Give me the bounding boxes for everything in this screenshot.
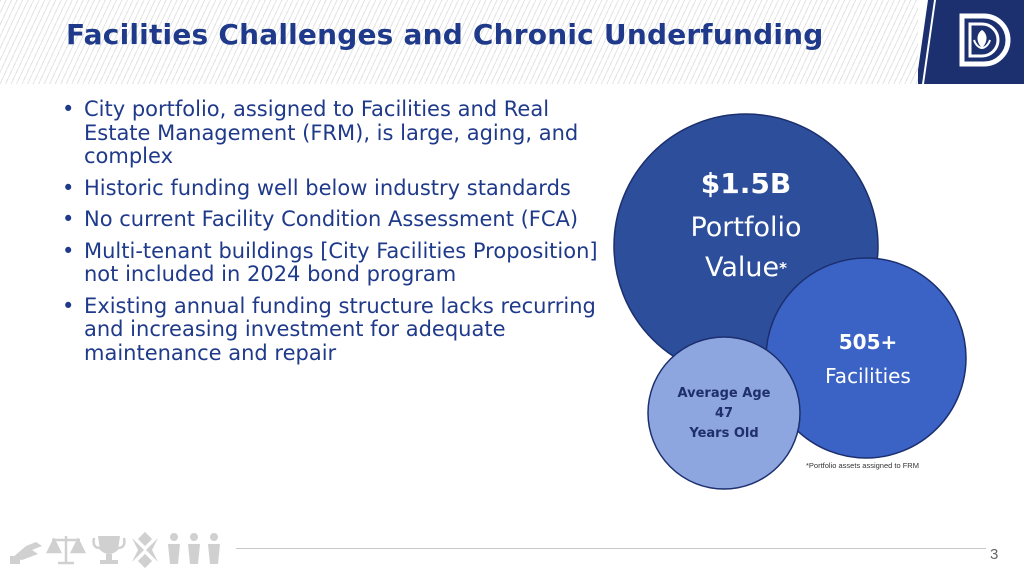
average-age-text [648,384,800,444]
facilities-count: 505+ [838,330,898,354]
footer-divider [236,548,986,549]
portfolio-value-word: Value [704,252,780,283]
average-age-label: Average Age [677,386,771,401]
bullet-item: • Historic funding well below industry standards [58,177,618,201]
slide-title: Facilities Challenges and Chronic Underfunding [66,18,824,51]
diversity-pattern-icon [132,532,158,568]
footnote-marker: * [779,259,787,277]
trophy-icon [94,536,125,564]
scales-icon [48,536,84,563]
bullet-item: • City portfolio, assigned to Facilities and Real Estate Management (FRM), is large, aging, and complex [58,98,618,169]
page-number: 3 [990,546,999,563]
people-icon [168,533,220,564]
helping-hand-icon [10,542,42,564]
average-age-value: 47 [714,406,734,421]
portfolio-label-line1: Portfolio [690,212,802,243]
footnote: *Portfolio assets assigned to FRM [806,461,919,470]
average-age-unit: Years Old [689,426,759,441]
footer-icon-strip [8,528,234,568]
bullet-item: • Multi-tenant buildings [City Facilities Proposition] not included in 2024 bond program [58,240,618,287]
portfolio-amount: $1.5B [700,167,792,200]
portfolio-label [640,208,852,288]
bullet-item: • Existing annual funding structure lacks recurring and increasing investment for adequate maintenance and repair [58,295,618,366]
bullet-item: • No current Facility Condition Assessment (FCA) [58,208,618,232]
portfolio-label-line2 [640,248,852,288]
facilities-label: Facilities [825,364,911,388]
